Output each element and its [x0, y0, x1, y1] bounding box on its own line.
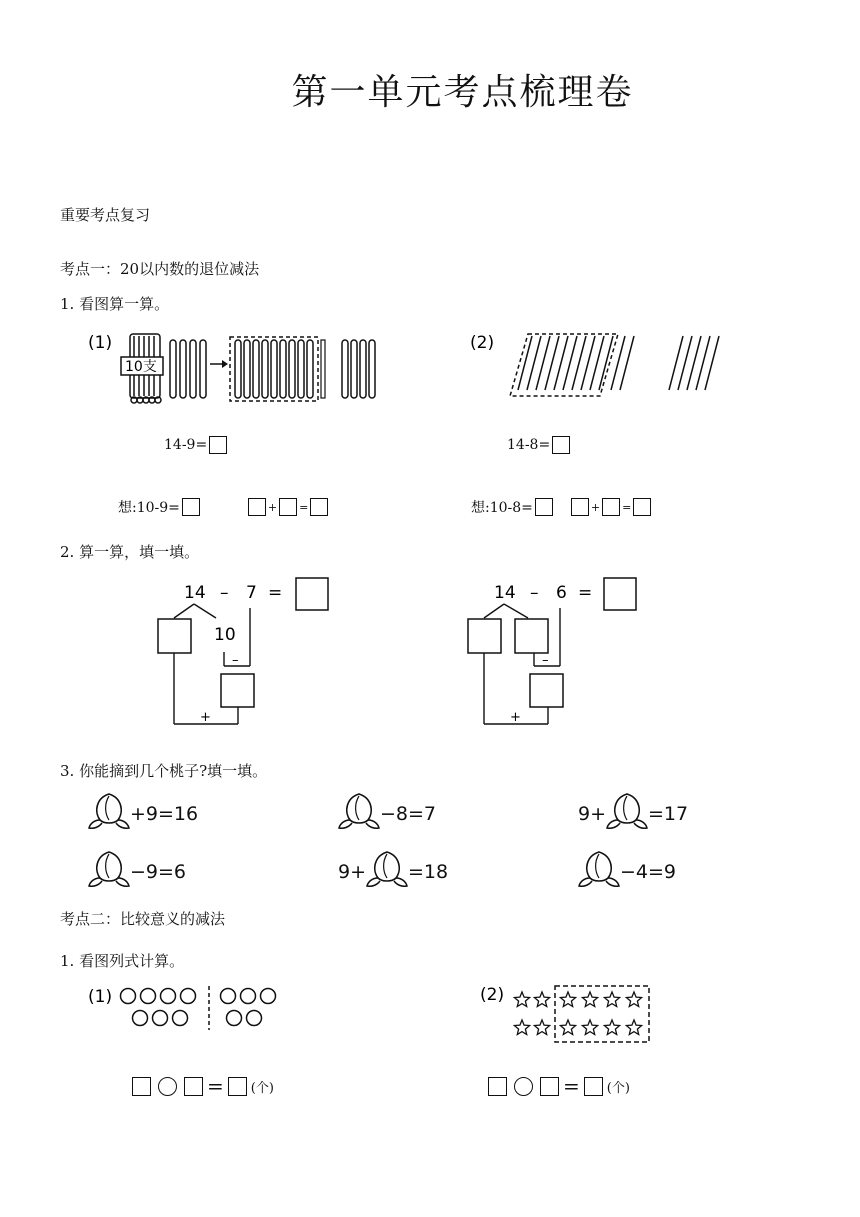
peach-answer-slot[interactable]	[578, 848, 620, 895]
answer-box	[296, 578, 328, 610]
equals-sign: =	[299, 500, 309, 514]
stars-figure	[480, 982, 660, 1046]
answer-box[interactable]	[132, 1077, 151, 1096]
peach-icon	[88, 848, 130, 890]
minus-label: –	[232, 653, 239, 668]
point2-heading: 考点二：比较意义的减法	[60, 910, 226, 928]
number-b: 7	[246, 583, 257, 603]
answer-box	[604, 578, 636, 610]
star-icon	[604, 1020, 619, 1035]
peach-icon	[606, 790, 648, 832]
unit-label: (个)	[250, 1080, 274, 1096]
unit-label: (个)	[606, 1080, 630, 1096]
answer-box[interactable]	[535, 498, 553, 516]
equals-sign: =	[622, 500, 632, 514]
page-title: 第一单元考点梳理卷	[291, 72, 634, 113]
plus-sign: +	[590, 500, 601, 514]
dashed-box	[230, 337, 318, 401]
sticks-figure-1	[88, 328, 388, 410]
slanted-sticks-group	[518, 336, 634, 390]
operator: –	[530, 583, 539, 603]
equation-prefix: 9+	[578, 802, 607, 825]
equation-suffix: +9=16	[130, 802, 199, 825]
think-row-1	[118, 497, 328, 517]
think-text: 想:10-8=	[471, 500, 533, 516]
answer-box[interactable]	[248, 498, 266, 516]
remaining-sticks-group	[342, 340, 375, 398]
answer-box[interactable]	[182, 498, 200, 516]
decompose-diagram-left	[150, 574, 340, 734]
answer-box[interactable]	[228, 1077, 247, 1096]
question3-text: 3. 你能摘到几个桃子?填一填。	[60, 762, 268, 780]
peach-icon	[578, 848, 620, 890]
peach-answer-slot[interactable]	[88, 790, 130, 837]
number-a: 14	[494, 583, 516, 603]
star-icon	[560, 992, 575, 1007]
number-a: 14	[184, 583, 206, 603]
equation-suffix: =17	[648, 802, 689, 825]
star-icon	[560, 1020, 575, 1035]
figure-label: (1)	[88, 333, 113, 353]
answer-box[interactable]	[488, 1077, 507, 1096]
star-icon	[604, 992, 619, 1007]
think-row-2	[471, 497, 651, 517]
star-icon	[582, 992, 597, 1007]
peach-icon	[88, 790, 130, 832]
equals-sign: =	[578, 583, 593, 603]
answer-box[interactable]	[209, 436, 227, 454]
star-icon	[626, 992, 641, 1007]
plus-label: +	[200, 710, 211, 725]
star-icon	[534, 1020, 549, 1035]
split-box	[515, 619, 548, 653]
peach-equation	[578, 848, 676, 895]
peach-equation	[578, 790, 688, 837]
question1-text: 1. 看图算一算。	[60, 295, 170, 313]
split-box	[468, 619, 501, 653]
answer-box[interactable]	[584, 1077, 603, 1096]
peach-equation	[88, 848, 186, 895]
sticks-figure-2	[470, 328, 730, 400]
star-icon	[582, 1020, 597, 1035]
compare-answer-2	[488, 1074, 630, 1098]
question1-compare-text: 1. 看图列式计算。	[60, 952, 185, 970]
figure-label: (1)	[88, 987, 113, 1007]
arrow-icon	[210, 360, 228, 368]
equation-suffix: −8=7	[380, 802, 437, 825]
crossed-sticks-group	[235, 340, 313, 398]
plus-sign: +	[267, 500, 278, 514]
equation-text: 14-9=	[164, 437, 208, 453]
equals-sign: =	[207, 1074, 224, 1098]
decompose-diagram-right	[460, 574, 660, 734]
equation-1	[164, 436, 227, 454]
result-box	[530, 674, 563, 707]
peach-equation	[338, 790, 436, 837]
answer-box[interactable]	[310, 498, 328, 516]
peach-answer-slot[interactable]	[366, 848, 408, 895]
section-review-heading: 重要考点复习	[60, 206, 151, 224]
figure-label: (2)	[470, 333, 495, 353]
equation-2	[507, 436, 570, 454]
peach-equation	[88, 790, 198, 837]
answer-box[interactable]	[633, 498, 651, 516]
equation-text: 14-8=	[507, 437, 551, 453]
point1-heading: 考点一：20以内数的退位减法	[60, 260, 260, 278]
peach-answer-slot[interactable]	[606, 790, 648, 837]
answer-box[interactable]	[279, 498, 297, 516]
star-icon	[626, 1020, 641, 1035]
slanted-remaining-sticks	[669, 336, 719, 390]
operator: –	[220, 583, 229, 603]
equals-sign: =	[268, 583, 283, 603]
plus-label: +	[510, 710, 521, 725]
equals-sign: =	[563, 1074, 580, 1098]
star-icon	[514, 992, 529, 1007]
split-box	[158, 619, 191, 653]
operator-circle[interactable]	[514, 1077, 533, 1096]
operator-circle[interactable]	[158, 1077, 177, 1096]
answer-box[interactable]	[184, 1077, 203, 1096]
ten-label: 10	[214, 625, 236, 645]
answer-box[interactable]	[552, 436, 570, 454]
answer-box[interactable]	[540, 1077, 559, 1096]
peach-equation	[338, 848, 448, 895]
stars-group	[514, 992, 641, 1035]
circles-figure	[88, 984, 288, 1030]
answer-box[interactable]	[602, 498, 620, 516]
answer-box[interactable]	[571, 498, 589, 516]
question2-text: 2. 算一算，填一填。	[60, 543, 200, 561]
peach-answer-slot[interactable]	[88, 848, 130, 895]
peach-answer-slot[interactable]	[338, 790, 380, 837]
star-icon	[514, 1020, 529, 1035]
circles-group	[121, 989, 276, 1026]
number-b: 6	[556, 583, 567, 603]
equation-prefix: 9+	[338, 860, 367, 883]
minus-label: –	[542, 653, 549, 668]
star-icon	[534, 992, 549, 1007]
think-text: 想:10-9=	[118, 500, 180, 516]
equation-suffix: −4=9	[620, 860, 677, 883]
figure-label: (2)	[480, 985, 505, 1005]
peach-icon	[338, 790, 380, 832]
equation-suffix: −9=6	[130, 860, 187, 883]
single-sticks-group	[170, 340, 206, 398]
equation-suffix: =18	[408, 860, 449, 883]
bundle-label: 10支	[125, 359, 157, 375]
compare-answer-1	[132, 1074, 274, 1098]
result-box	[221, 674, 254, 707]
peach-icon	[366, 848, 408, 890]
